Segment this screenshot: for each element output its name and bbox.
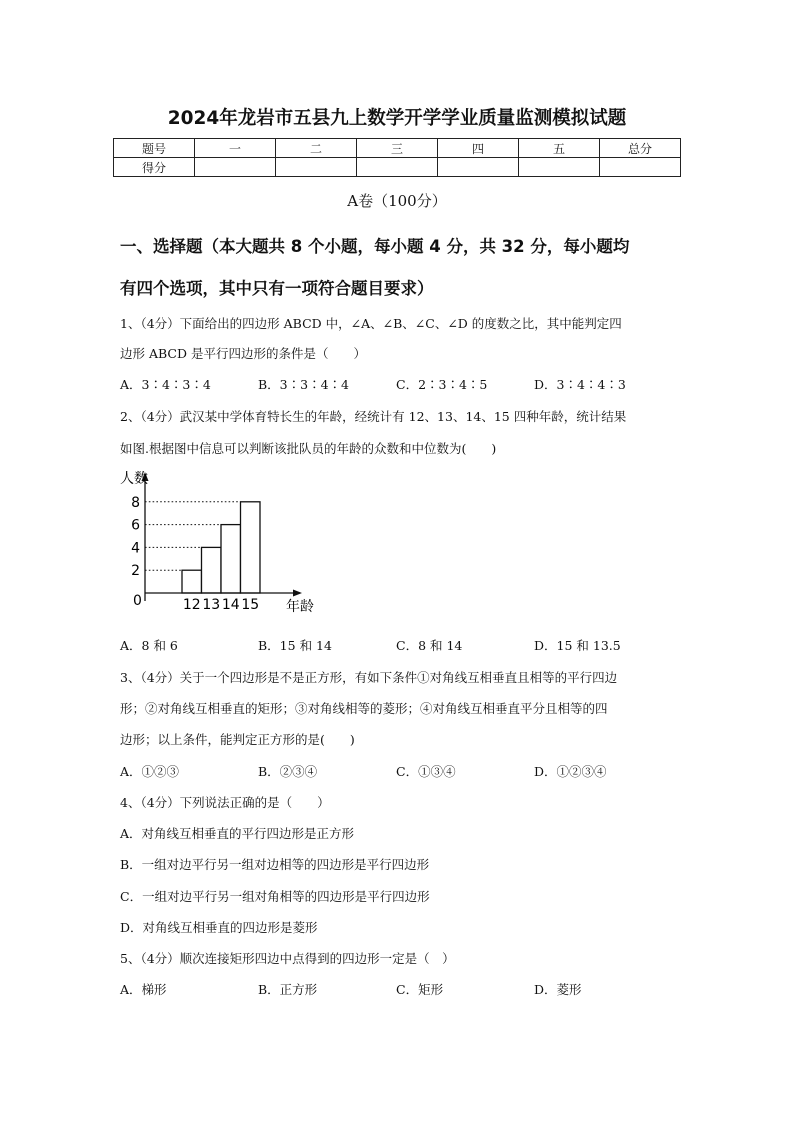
part-title: A卷（100分）	[347, 192, 447, 210]
score-table	[113, 138, 681, 177]
q2-option-d: D．15 和 13.5	[534, 638, 621, 653]
section-heading-line1: 一、选择题（本大题共 8 个小题，每小题 4 分，共 32 分，每小题均	[120, 237, 630, 256]
q2-option-b: B．15 和 14	[258, 638, 332, 653]
y-tick-label: 2	[131, 563, 140, 580]
y-tick-label: 8	[131, 494, 140, 511]
score-header-cell: 三	[357, 139, 438, 158]
x-tick-label: 12	[182, 597, 201, 613]
bar-15	[241, 502, 261, 593]
question-2-line2: 如图.根据图中信息可以判断该批队员的年龄的众数和中位数为( )	[120, 441, 497, 456]
q3-option-c: C．①③④	[396, 764, 456, 779]
score-cell	[438, 158, 519, 177]
question-3-line2: 形；②对角线互相垂直的矩形；③对角线相等的菱形；④对角线互相垂直平分且相等的四	[120, 701, 608, 716]
q1-option-d: D．3∶4∶4∶3	[534, 377, 626, 392]
q2-option-c: C．8 和 14	[396, 638, 463, 653]
question-3-line3: 边形；以上条件，能判定正方形的是( )	[120, 732, 355, 747]
x-tick-label: 14	[221, 597, 240, 613]
question-5-line1: 5、（4分）顺次连接矩形四边中点得到的四边形一定是（ ）	[120, 951, 455, 966]
score-header-cell: 五	[519, 139, 600, 158]
age-bar-chart	[112, 468, 352, 620]
q1-option-c: C．2∶3∶4∶5	[396, 377, 488, 392]
q4-option-a: A．对角线互相垂直的平行四边形是正方形	[120, 826, 355, 841]
section-heading-line2: 有四个选项，其中只有一项符合题目要求）	[120, 279, 434, 298]
score-table-score-row	[114, 158, 681, 177]
bar-13	[202, 547, 222, 593]
x-tick-label: 13	[202, 597, 221, 613]
y-tick-label: 6	[131, 517, 140, 534]
q5-option-b: B．正方形	[258, 982, 318, 997]
question-2-line1: 2、（4分）武汉某中学体育特长生的年龄，经统计有 12、13、14、15 四种年龄，统计结果	[120, 409, 627, 424]
score-header-cell: 四	[438, 139, 519, 158]
y-axis-label: 人数	[120, 471, 148, 487]
q3-option-d: D．①②③④	[534, 764, 607, 779]
score-header-cell: 二	[276, 139, 357, 158]
score-header-cell: 一	[195, 139, 276, 158]
q4-option-d: D．对角线互相垂直的四边形是菱形	[120, 920, 318, 935]
score-cell	[519, 158, 600, 177]
q2-option-a: A．8 和 6	[120, 638, 178, 653]
q4-option-c: C．一组对边平行另一组对角相等的四边形是平行四边形	[120, 889, 430, 904]
bar-14	[221, 525, 241, 593]
exam-title: 2024年龙岩市五县九上数学开学学业质量监测模拟试题	[167, 108, 627, 129]
bar-12	[182, 570, 202, 593]
y-tick-label: 4	[131, 540, 140, 557]
q3-option-a: A．①②③	[120, 764, 180, 779]
q1-option-a: A．3∶4∶3∶4	[120, 377, 211, 392]
x-axis-arrow-icon	[293, 590, 302, 597]
question-4-line1: 4、（4分）下列说法正确的是（ ）	[120, 795, 330, 810]
q5-option-d: D．菱形	[534, 982, 582, 997]
question-1-line2: 边形 ABCD 是平行四边形的条件是（ ）	[120, 346, 366, 361]
y-tick-label: 0	[133, 593, 142, 609]
q5-option-a: A．梯形	[120, 982, 167, 997]
x-tick-label: 15	[241, 597, 260, 613]
score-header-cell: 题号	[114, 139, 195, 158]
score-cell	[195, 158, 276, 177]
q5-option-c: C．矩形	[396, 982, 444, 997]
score-header-cell: 总分	[600, 139, 681, 158]
score-cell	[600, 158, 681, 177]
score-cell	[276, 158, 357, 177]
score-cell	[357, 158, 438, 177]
score-row-label: 得分	[114, 158, 195, 177]
q1-option-b: B．3∶3∶4∶4	[258, 377, 349, 392]
score-table-header-row	[114, 139, 681, 158]
x-axis-label: 年龄	[286, 599, 314, 615]
question-1-line1: 1、（4分）下面给出的四边形 ABCD 中，∠A、∠B、∠C、∠D 的度数之比，其中能判定四	[120, 316, 622, 331]
question-3-line1: 3、（4分）关于一个四边形是不是正方形，有如下条件①对角线互相垂直且相等的平行四边	[120, 670, 618, 685]
q4-option-b: B．一组对边平行另一组对边相等的四边形是平行四边形	[120, 857, 430, 872]
q3-option-b: B．②③④	[258, 764, 318, 779]
